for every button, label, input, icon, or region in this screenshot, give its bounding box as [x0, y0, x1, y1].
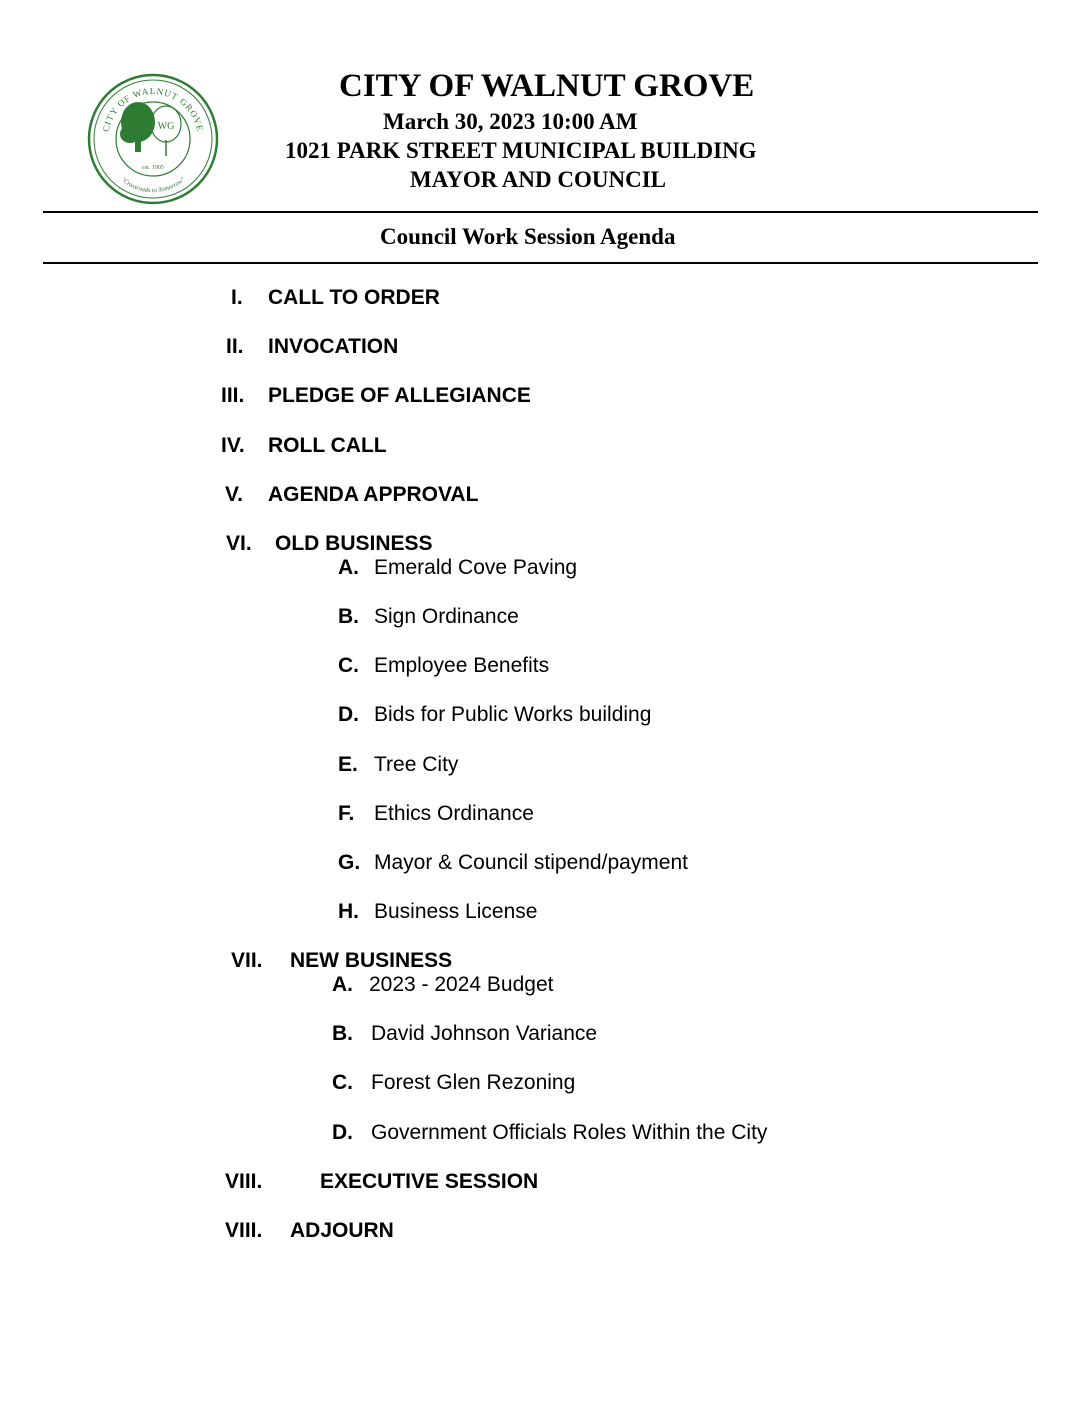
meeting-location: 1021 PARK STREET MUNICIPAL BUILDING	[285, 138, 757, 163]
agenda-item-number: VIII.	[225, 1170, 263, 1193]
subitem-letter: A.	[338, 556, 359, 579]
subitem-label: Emerald Cove Paving	[374, 556, 578, 579]
agenda-item-number: VIII.	[225, 1219, 263, 1242]
subitem-letter: B.	[338, 605, 359, 628]
agenda-item-label: EXECUTIVE SESSION	[320, 1170, 539, 1193]
agenda-item-number: VI.	[226, 532, 252, 555]
subitem-letter: C.	[338, 654, 359, 677]
subitem-label: Tree City	[374, 753, 459, 776]
agenda-item-number: V.	[225, 483, 243, 506]
subitem-label: Government Officials Roles Within the City	[371, 1121, 768, 1144]
agenda-item-label: AGENDA APPROVAL	[268, 483, 479, 506]
subitem-letter: E.	[338, 753, 358, 776]
agenda-item-label: OLD BUSINESS	[275, 532, 433, 555]
agenda-item-number: IV.	[221, 434, 245, 457]
subitem-letter: B.	[332, 1022, 353, 1045]
subitem-letter: D.	[332, 1121, 353, 1144]
subitem-label: Mayor & Council stipend/payment	[374, 851, 688, 874]
agenda-item-label: PLEDGE OF ALLEGIANCE	[268, 384, 531, 407]
subitem-letter: C.	[332, 1071, 353, 1094]
agenda-item-label: ADJOURN	[290, 1219, 394, 1242]
subitem-label: Business License	[374, 900, 538, 923]
meeting-body: MAYOR AND COUNCIL	[410, 167, 666, 192]
subitem-letter: F.	[338, 802, 355, 825]
agenda-item-number: III.	[221, 384, 245, 407]
header-divider-top	[43, 211, 1038, 213]
agenda-item-number: I.	[231, 286, 243, 309]
subitem-letter: H.	[338, 900, 359, 923]
subitem-label: Forest Glen Rezoning	[371, 1071, 576, 1094]
subitem-label: Sign Ordinance	[374, 605, 519, 628]
agenda-item-label: ROLL CALL	[268, 434, 387, 457]
subitem-letter: G.	[338, 851, 361, 874]
svg-text:"Crossroads to Tomorrow"	[120, 176, 187, 194]
seal-est: est. 1905	[142, 165, 164, 171]
subitem-label: Employee Benefits	[374, 654, 550, 677]
seal-motto: "Crossroads to Tomorrow"	[119, 176, 187, 195]
agenda-item-label: NEW BUSINESS	[290, 949, 453, 972]
meeting-date-time: March 30, 2023 10:00 AM	[383, 109, 638, 134]
agenda-item-number: II.	[226, 335, 244, 358]
city-title: CITY OF WALNUT GROVE	[339, 68, 755, 104]
subitem-letter: A.	[332, 973, 353, 996]
agenda-title: Council Work Session Agenda	[380, 224, 676, 249]
subitem-label: David Johnson Variance	[371, 1022, 598, 1045]
subitem-label: Ethics Ordinance	[374, 802, 534, 825]
city-seal-logo	[86, 72, 220, 206]
agenda-item-label: CALL TO ORDER	[268, 286, 440, 309]
subitem-label: Bids for Public Works building	[374, 703, 652, 726]
seal-ring-text: CITY OF WALNUT GROVE	[100, 85, 206, 133]
seal-monogram: WG	[157, 121, 175, 132]
header-divider-bottom	[43, 262, 1038, 264]
agenda-item-number: VII.	[231, 949, 263, 972]
agenda-item-label: INVOCATION	[268, 335, 399, 358]
subitem-label: 2023 - 2024 Budget	[369, 973, 554, 996]
subitem-letter: D.	[338, 703, 359, 726]
